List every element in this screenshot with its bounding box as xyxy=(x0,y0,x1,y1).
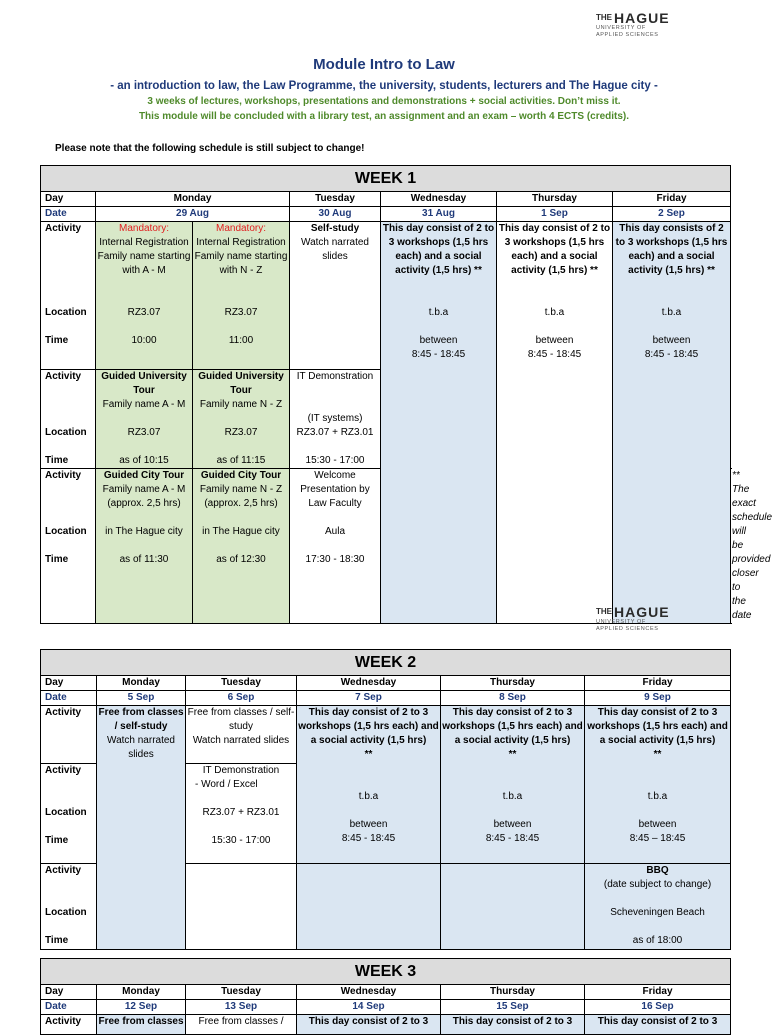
w2-day-thu: Thursday xyxy=(441,676,585,691)
w3-date-fri: 16 Sep xyxy=(585,1000,731,1015)
w1-date-fri: 2 Sep xyxy=(613,207,731,222)
w1-day-mon: Monday xyxy=(96,192,290,207)
w2-date-tue: 6 Sep xyxy=(186,691,297,706)
logo-the: THE xyxy=(596,13,612,22)
w2-day-mon: Monday xyxy=(97,676,186,691)
w2-day-tue: Tuesday xyxy=(186,676,297,691)
w2-tue-free: Free from classes / self-study Watch narrated slides xyxy=(186,706,297,764)
w1-tue-welcome: Welcome Presentation by Law Faculty Aula 17:30 - 18:30 xyxy=(290,469,381,624)
w2-date-wed: 7 Sep xyxy=(297,691,441,706)
activity-label: Activity Location Time xyxy=(41,764,97,864)
w1-tue-it-demo: IT Demonstration (IT systems) RZ3.07 + RZ3.01 15:30 - 17:00 xyxy=(290,370,381,469)
w3-date-mon: 12 Sep xyxy=(97,1000,186,1015)
w2-date-thu: 8 Sep xyxy=(441,691,585,706)
w2-date-fri: 9 Sep xyxy=(585,691,731,706)
w2-fri-workshops: This day consist of 2 to 3 workshops (1,5 hrs each) and a social activity (1,5 hrs) ** t.b.a between 8:45 – 18:45 xyxy=(585,706,731,864)
week3-table xyxy=(40,958,731,1035)
w1-tue-selfstudy: Self-study Watch narrated slides xyxy=(290,222,381,370)
activity-label: Activity Location Time xyxy=(41,222,96,370)
week1-title: WEEK 1 xyxy=(41,166,731,192)
w2-thu-workshops: This day consist of 2 to 3 workshops (1,5 hrs each) and a social activity (1,5 hrs) ** t.b.a between 8:45 - 18:45 xyxy=(441,706,585,864)
week2-table xyxy=(40,649,731,950)
activity-label: Activity xyxy=(41,706,97,764)
date-label: Date xyxy=(41,1000,97,1015)
w3-date-thu: 15 Sep xyxy=(441,1000,585,1015)
activity-label: Activity Location Time xyxy=(41,469,96,624)
w1-date-mon: 29 Aug xyxy=(96,207,290,222)
w2-date-mon: 5 Sep xyxy=(97,691,186,706)
w3-date-wed: 14 Sep xyxy=(297,1000,441,1015)
university-logo: $^{THE}$ HAGUE UNIVERSITY OF APPLIED SCIENCES xyxy=(596,604,670,632)
w2-fri-bbq: BBQ (date subject to change) Scheveningen Beach as of 18:00 xyxy=(585,864,731,950)
w1-thu-workshops: This day consist of 2 to 3 workshops (1,5 hrs each) and a social activity (1,5 hrs) ** t.b.a between 8:45 - 18:45 xyxy=(497,222,613,624)
intro-line: 3 weeks of lectures, workshops, presentations and demonstrations + social activities. Don’t miss it. xyxy=(147,96,621,107)
w3-tue-free: Free from classes / xyxy=(186,1015,297,1035)
w2-mon-free: Free from classes / self-study Watch narrated slides xyxy=(97,706,186,950)
w3-thu-workshops: This day consist of 2 to 3 xyxy=(441,1015,585,1035)
date-label: Date xyxy=(41,207,96,222)
w3-day-mon: Monday xyxy=(97,985,186,1000)
credits-line: This module will be concluded with a library test, an assignment and an exam – worth 4 ECTS (credits). xyxy=(138,111,630,122)
w1-mon-city-tour-b: Guided City Tour Family name N - Z (approx. 2,5 hrs) in The Hague city as of 12:30 xyxy=(193,469,290,624)
w2-day-fri: Friday xyxy=(585,676,731,691)
w1-mon-tour-a: Guided University Tour Family name A - M RZ3.07 as of 10:15 xyxy=(96,370,193,469)
w2-wed-empty xyxy=(297,864,441,950)
w3-wed-workshops: This day consist of 2 to 3 xyxy=(297,1015,441,1035)
day-label: Day xyxy=(41,985,97,1000)
w1-date-wed: 31 Aug xyxy=(381,207,497,222)
w3-mon-free: Free from classes xyxy=(97,1015,186,1035)
week3-title: WEEK 3 xyxy=(41,959,731,985)
w1-mon-registration-b: Mandatory: Internal Registration Family name starting with N - Z RZ3.07 11:00 xyxy=(193,222,290,370)
w3-day-wed: Wednesday xyxy=(297,985,441,1000)
w1-day-fri: Friday xyxy=(613,192,731,207)
page-title: Module Intro to Law xyxy=(313,56,455,73)
activity-label: Activity xyxy=(41,1015,97,1035)
w1-wed-workshops: This day consist of 2 to 3 workshops (1,5 hrs each) and a social activity (1,5 hrs) ** t.b.a between 8:45 - 18:45 xyxy=(381,222,497,624)
week1-table: WEEK 1 Day Monday Tuesday Wednesday Thursday Friday Date 29 Aug 30 Aug 31 Aug 1 Sep 2 Sep Activity Location Time Mandatory: Internal Registration Family name starting with A - M RZ3.07 10:00 Mandatory: Internal Registration Family name starting with N - Z RZ3.07 11:00 Self-study Watch narrated slides This day consist of 2 to 3 workshops (1,5 hrs each) and a social activity (1,5 hrs) ** t.b.a between 8:45 - 18:45 This day consist of 2 to 3 workshops (1,5 hrs each) and a social activity (1,5 hrs) ** t.b.a between 8:45 - 18:45 This day consists of 2 to 3 workshops (1,5 hrs each) and a social activity (1,5 hrs) ** t.b.a between 8:45 - 18:45 Activity Location Time Guided University Tour Family name A - M RZ3.07 as of 10:15 Guided University Tour Family name N - Z RZ3.07 as of 11:15 IT Demonstration (IT systems) RZ3.07 + RZ3.01 15:30 - 17:00 Activity Location Time Guided City Tour Family name A - M (approx. 2,5 hrs) in The Hague city as of 11:30 Guided City Tour Family name N - Z (approx. 2,5 hrs) in The Hague city as of 12:30 Welcome Presentation by Law Faculty Aula 17:30 - 18:30 ** The exact schedule will be provided closer to the date xyxy=(40,165,731,624)
w1-mon-registration-a: Mandatory: Internal Registration Family name starting with A - M RZ3.07 10:00 xyxy=(96,222,193,370)
w2-thu-empty xyxy=(441,864,585,950)
w2-wed-workshops: This day consist of 2 to 3 workshops (1,5 hrs each) and a social activity (1,5 hrs) ** t.b.a between 8:45 - 18:45 xyxy=(297,706,441,864)
w1-mon-tour-b: Guided University Tour Family name N - Z RZ3.07 as of 11:15 xyxy=(193,370,290,469)
w1-day-tue: Tuesday xyxy=(290,192,381,207)
activity-label: Activity Location Time xyxy=(41,864,97,950)
w1-date-tue: 30 Aug xyxy=(290,207,381,222)
university-logo xyxy=(596,11,716,38)
logo-line2: UNIVERSITY OF xyxy=(596,25,646,31)
page-subtitle: - an introduction to law, the Law Programme, the university, students, lecturers and The Hague city - xyxy=(110,80,658,92)
w3-day-tue: Tuesday xyxy=(186,985,297,1000)
day-label: Day xyxy=(41,192,96,207)
w3-date-tue: 13 Sep xyxy=(186,1000,297,1015)
day-label: Day xyxy=(41,676,97,691)
logo-line3: APPLIED SCIENCES xyxy=(596,31,659,38)
activity-label: Activity Location Time xyxy=(41,370,96,469)
date-label: Date xyxy=(41,691,97,706)
w1-day-wed: Wednesday xyxy=(381,192,497,207)
w2-tue-empty xyxy=(186,864,297,950)
w3-fri-workshops: This day consist of 2 to 3 xyxy=(585,1015,731,1035)
w1-mon-city-tour-a: Guided City Tour Family name A - M (approx. 2,5 hrs) in The Hague city as of 11:30 xyxy=(96,469,193,624)
w1-day-thu: Thursday xyxy=(497,192,613,207)
w3-day-fri: Friday xyxy=(585,985,731,1000)
logo-hague: HAGUE xyxy=(614,10,670,26)
schedule-note: Please note that the following schedule is still subject to change! xyxy=(55,143,365,154)
w3-day-thu: Thursday xyxy=(441,985,585,1000)
w2-day-wed: Wednesday xyxy=(297,676,441,691)
week2-title: WEEK 2 xyxy=(41,650,731,676)
w2-tue-it-demo: IT Demonstration - Word / Excel RZ3.07 + RZ3.01 15:30 - 17:00 xyxy=(186,764,297,864)
w1-date-thu: 1 Sep xyxy=(497,207,613,222)
w1-fri-workshops: This day consists of 2 to 3 workshops (1,5 hrs each) and a social activity (1,5 hrs) ** t.b.a between 8:45 - 18:45 xyxy=(613,222,731,624)
